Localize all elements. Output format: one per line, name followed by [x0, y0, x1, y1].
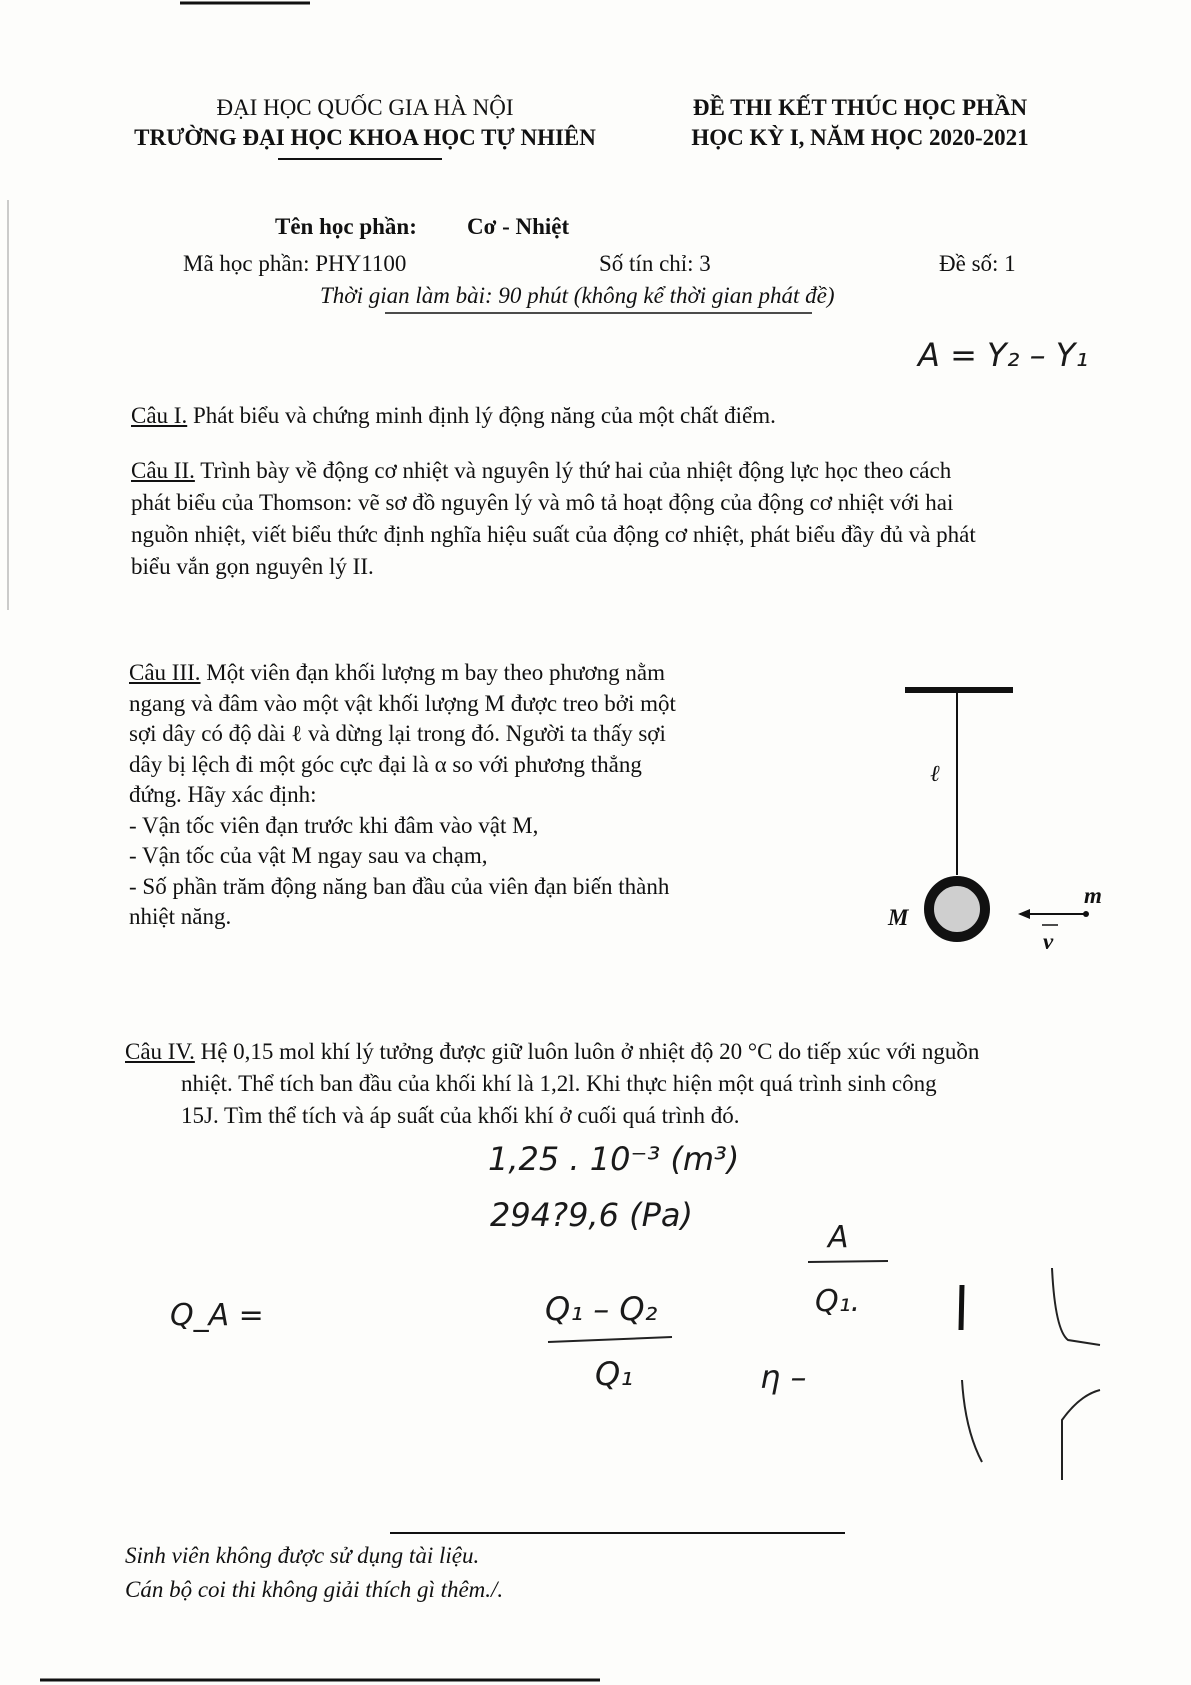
- q2-line-4: biểu vắn gọn nguyên lý II.: [131, 554, 374, 579]
- hand-q1-small: Q₁.: [815, 1284, 861, 1319]
- university-name: ĐẠI HỌC QUỐC GIA HÀ NỘI: [216, 95, 514, 120]
- course-credits: Số tín chỉ: 3: [599, 251, 711, 276]
- faculty-name: TRƯỜNG ĐẠI HỌC KHOA HỌC TỰ NHIÊN: [134, 125, 596, 150]
- footer-line-2: Cán bộ coi thi không giải thích gì thêm./.: [125, 1577, 504, 1602]
- hand-stroke-4: [1062, 1390, 1100, 1480]
- hand-stroke-1: [961, 1285, 962, 1330]
- q3-line-3: sợi dây có độ dài ℓ và dừng lại trong đó. Người ta thấy sợi: [129, 721, 666, 746]
- mass-M-circle: [929, 881, 985, 937]
- q4-line-3: 15J. Tìm thể tích và áp suất của khối khí ở cuối quá trình đó.: [181, 1103, 740, 1128]
- course-code: Mã học phần: PHY1100: [183, 251, 407, 276]
- exam-number: Đề số: 1: [939, 251, 1016, 276]
- q3-line-6: - Vận tốc viên đạn trước khi đâm vào vật M,: [129, 812, 539, 838]
- q2-label: Câu II.: [131, 458, 195, 483]
- q3-line-5: đứng. Hãy xác định:: [129, 782, 317, 807]
- arrow-head: [1018, 909, 1030, 919]
- q4-line-1-text: Hệ 0,15 mol khí lý tưởng được giữ luôn luôn ở nhiệt độ 20 °C do tiếp xúc với nguồn: [194, 1039, 980, 1064]
- q3-label: Câu III.: [129, 660, 201, 685]
- course-name-value: Cơ - Nhiệt: [467, 214, 570, 239]
- question-1: [131, 400, 776, 432]
- q4-line-1: [125, 1036, 1105, 1068]
- q4-line-2: nhiệt. Thể tích ban đầu của khối khí là 1,2l. Khi thực hiện một quá trình sinh công: [181, 1071, 937, 1096]
- hand-a: A: [828, 1220, 849, 1255]
- q3-line-1: [129, 658, 789, 689]
- length-label: ℓ: [930, 761, 940, 786]
- hand-fraction-bar: [548, 1337, 672, 1342]
- exam-title: ĐỀ THI KẾT THÚC HỌC PHẦN: [692, 95, 1028, 120]
- hand-volume: 1,25 . 10⁻³ (m³): [488, 1140, 740, 1178]
- velocity-label: v: [1043, 929, 1054, 954]
- q3-line-7: - Vận tốc của vật M ngay sau va chạm,: [129, 843, 488, 868]
- q2-line-1-text: Trình bày về động cơ nhiệt và nguyên lý thứ hai của nhiệt động lực học theo cách: [194, 458, 952, 483]
- footer-line-1: Sinh viên không được sử dụng tài liệu.: [125, 1543, 480, 1568]
- hand-stroke-2: [1052, 1268, 1100, 1345]
- course-name-label: Tên học phần:: [275, 214, 417, 239]
- hand-stroke-3: [962, 1380, 982, 1462]
- q3-line-9: nhiệt năng.: [129, 904, 232, 929]
- question-4: [125, 1036, 1105, 1132]
- hand-pressure: 294?9,6 (Pa): [490, 1196, 693, 1234]
- hand-numerator: Q₁ – Q₂: [545, 1290, 658, 1328]
- q3-line-8: - Số phần trăm động năng ban đầu của viên đạn biến thành: [129, 873, 670, 899]
- exam-duration: Thời gian làm bài: 90 phút (không kể thời gian phát đề): [320, 283, 835, 308]
- question-3: [129, 658, 789, 933]
- q2-line-1: [131, 455, 1091, 487]
- mass-M-label: M: [888, 905, 909, 930]
- exam-semester: HỌC KỲ I, NĂM HỌC 2020-2021: [691, 125, 1029, 150]
- q3-line-2: ngang và đâm vào một vật khối lượng M được treo bởi một: [129, 690, 676, 716]
- q2-line-3: nguồn nhiệt, viết biểu thức định nghĩa hiệu suất của động cơ nhiệt, phát biểu đầy đủ và phát: [131, 522, 976, 547]
- hand-note-top: A = Y₂ – Y₁: [918, 336, 1089, 374]
- q1-label: Câu I.: [131, 403, 188, 428]
- q1-text: Phát biểu và chứng minh định lý động năng của một chất điểm.: [187, 403, 776, 428]
- hand-denominator: Q₁: [595, 1355, 634, 1393]
- mass-m-label: m: [1084, 883, 1102, 908]
- q3-line-4: dây bị lệch đi một góc cực đại là α so với phương thẳng: [129, 751, 642, 777]
- q2-line-2: phát biểu của Thomson: vẽ sơ đồ nguyên lý và mô tả hoạt động của động cơ nhiệt với hai: [131, 490, 954, 515]
- q4-label: Câu IV.: [125, 1039, 195, 1064]
- hand-eta: η –: [760, 1358, 807, 1396]
- question-2: [131, 455, 1091, 583]
- hand-qa: Q_A =: [170, 1298, 264, 1333]
- hand-fraction-bar-small: [808, 1261, 888, 1262]
- q3-line-1-text: Một viên đạn khối lượng m bay theo phương nằm: [200, 660, 666, 685]
